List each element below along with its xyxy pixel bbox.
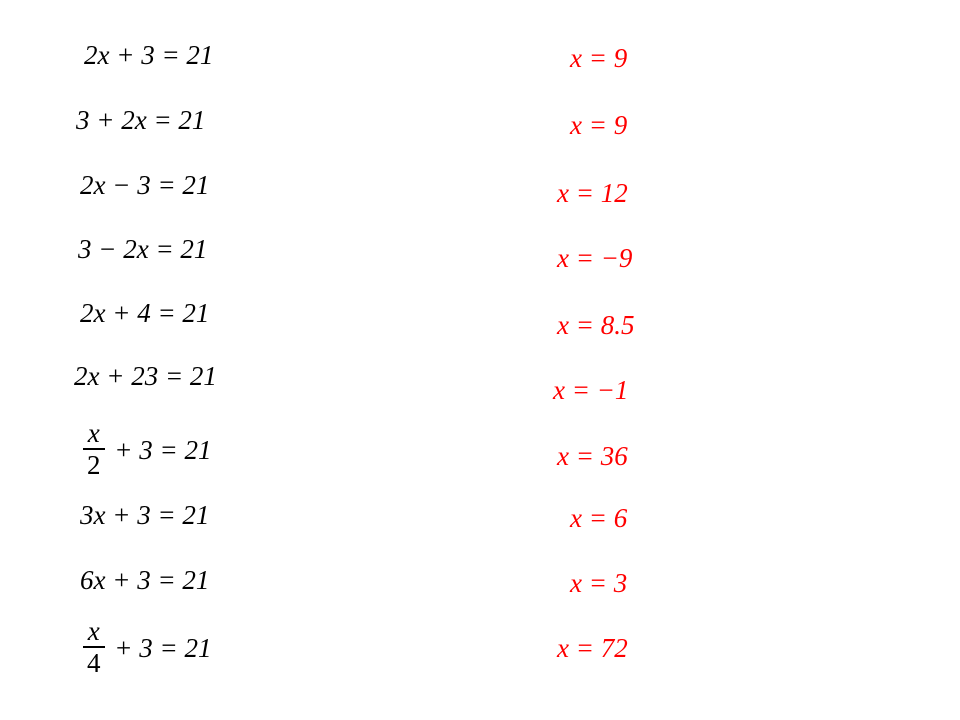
equation-2: 3 + 2x = 21: [76, 105, 206, 135]
equation-7: [80, 420, 211, 480]
fraction-numerator: x: [87, 616, 100, 646]
answer-3: x = 12: [557, 178, 628, 208]
equation-4: 3 − 2x = 21: [78, 234, 208, 264]
fraction-x-over-2: [83, 419, 105, 479]
equation-1: 2x + 3 = 21: [84, 40, 214, 70]
answer-5: x = 8.5: [557, 310, 635, 340]
answer-4: x = −9: [557, 243, 633, 273]
answer-1: x = 9: [570, 43, 628, 73]
equation-10: [80, 618, 211, 678]
answer-2: x = 9: [570, 110, 628, 140]
answer-9: x = 3: [570, 568, 628, 598]
equation-6: 2x + 23 = 21: [74, 361, 217, 391]
answer-8: x = 6: [570, 503, 628, 533]
answer-7: x = 36: [557, 441, 628, 471]
equation-9: 6x + 3 = 21: [80, 565, 210, 595]
equation-8: 3x + 3 = 21: [80, 500, 210, 530]
fraction-numerator: x: [87, 418, 100, 448]
fraction-denominator: 2: [87, 449, 101, 480]
equation-10-suffix: + 3 = 21: [114, 632, 212, 663]
fraction-x-over-4: [83, 617, 105, 677]
answer-6: x = −1: [553, 375, 629, 405]
equation-7-suffix: + 3 = 21: [114, 434, 212, 465]
fraction-denominator: 4: [87, 647, 101, 678]
answer-10: x = 72: [557, 633, 628, 663]
equation-3: 2x − 3 = 21: [80, 170, 210, 200]
equation-5: 2x + 4 = 21: [80, 298, 210, 328]
